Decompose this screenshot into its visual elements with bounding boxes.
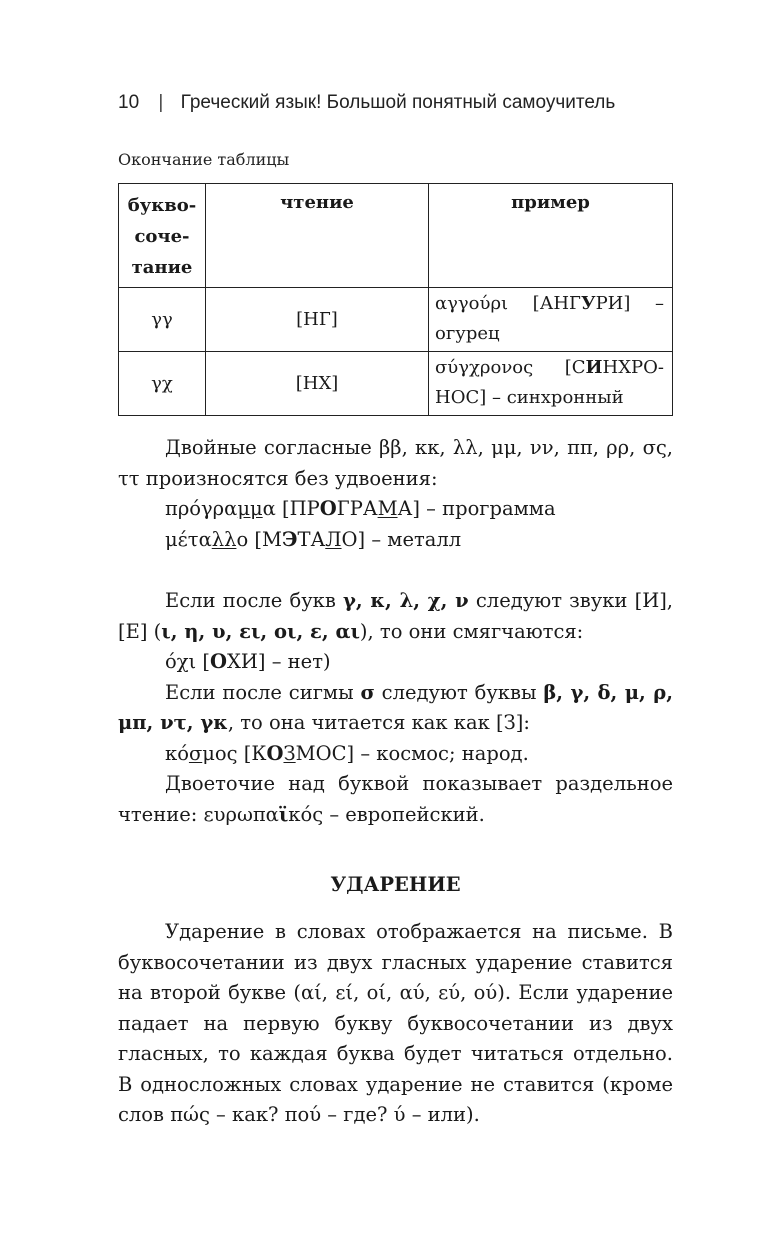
paragraph: Ударение в словах отображается на письме. В буквосочетании из двух гласных ударение ставится на второй букве (αί, εί, οί, αύ, εύ, ού). Если ударение падает на первую букву буквосочетании из двух гласных, то каждая буква будет читаться отдельно. В односложных словах ударение не ставится (кроме слов πώς – как? πού – где? ύ – или). xyxy=(118,920,673,1126)
header-line: соче- xyxy=(134,226,190,247)
cell-combination: γγ xyxy=(119,288,206,352)
page-header xyxy=(118,92,678,120)
column-header-combination xyxy=(119,184,206,288)
table-caption: Окончание таблицы xyxy=(118,150,290,169)
letter-combination-table xyxy=(118,183,673,416)
paragraph: Если после сигмы σ следуют буквы β, γ, δ, μ, ρ, μπ, ντ, γκ, то она читается как как [З]: xyxy=(118,680,674,734)
column-header-reading: чтение xyxy=(206,184,429,288)
double-consonants-section xyxy=(118,433,673,555)
book-title: Греческий язык! Большой понятный самоучитель xyxy=(180,92,616,113)
section-title: УДАРЕНИЕ xyxy=(330,873,461,896)
paragraph: Двоеточие над буквой показывает раздельное чтение: ευρωπαϊκός – европейский. xyxy=(118,772,673,826)
table-header-row xyxy=(119,184,673,288)
transliteration: РИ] xyxy=(595,293,631,314)
cell-example xyxy=(429,352,673,416)
paragraph: Двойные согласные ββ, κκ, λλ, μμ, νν, ππ, ρρ, σς, ττ произносятся без удвоения: xyxy=(118,436,673,490)
stress-section xyxy=(118,917,673,1131)
header-line: тание xyxy=(131,257,193,278)
softening-section xyxy=(118,586,673,830)
example-line: μέταλλο [МЭТАЛО] – металл xyxy=(165,527,462,551)
paragraph: Если после букв γ, κ, λ, χ, ν следуют звуки [И], [Е] (ι, η, υ, ει, οι, ε, αι), то они смягчаются: xyxy=(118,589,673,643)
table-row xyxy=(119,288,673,352)
stressed-letter: У xyxy=(580,293,596,314)
example-line: κόσμος [КОЗМОС] – космос; народ. xyxy=(165,741,529,765)
header-separator: | xyxy=(158,92,164,113)
header-line: букво- xyxy=(127,195,197,216)
cell-reading: [НХ] xyxy=(206,352,429,416)
transliteration: [АНГ xyxy=(532,293,581,314)
cell-reading: [НГ] xyxy=(206,288,429,352)
translation: – синхронный xyxy=(491,387,624,408)
example-line: πρόγραμμα [ПРОГРАМА] – программа xyxy=(165,497,556,520)
example-line: όχι [ОХИ] – нет) xyxy=(165,650,331,673)
column-header-example: пример xyxy=(429,184,673,288)
transliteration: НХРО-НОС] xyxy=(435,357,664,408)
translation: – огурец xyxy=(435,293,664,344)
greek-word: αγγούρι xyxy=(435,293,509,314)
cell-combination: γχ xyxy=(119,352,206,416)
table-row xyxy=(119,352,673,416)
cell-example xyxy=(429,288,673,352)
stressed-letter: И xyxy=(585,357,603,378)
page-number: 10 xyxy=(118,92,140,113)
greek-word: σύγχρονος xyxy=(435,357,534,378)
transliteration: [С xyxy=(564,357,586,378)
